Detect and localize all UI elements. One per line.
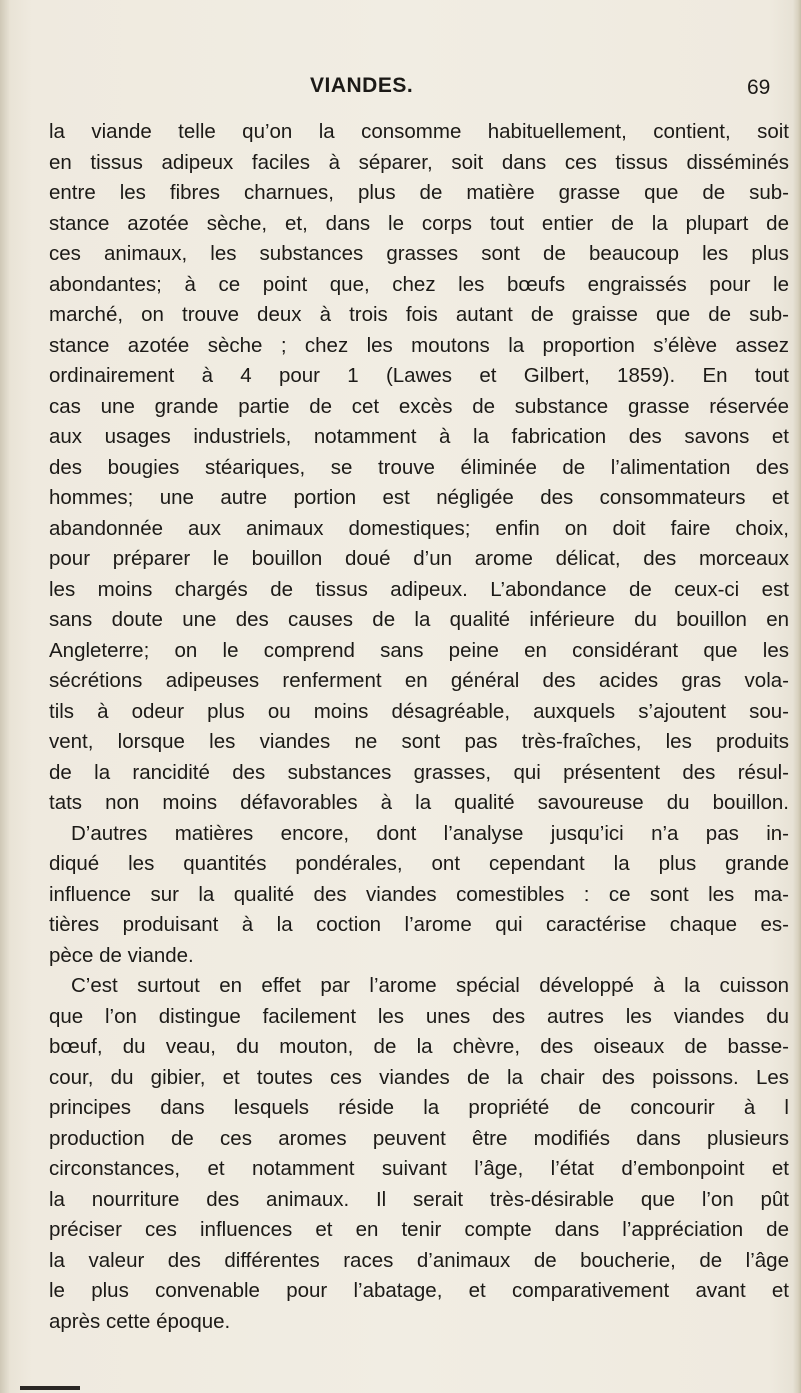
text-line: entre les fibres charnues, plus de matière grasse que de sub- [49, 181, 789, 204]
text-line: sans doute une des causes de la qualité inférieure du bouillon en [49, 608, 789, 631]
text-line: ordinairement à 4 pour 1 (Lawes et Gilbert, 1859). En tout [49, 364, 789, 387]
body-text [49, 117, 789, 1337]
text-line: abondantes; à ce point que, chez les bœufs engraissés pour le [49, 272, 789, 296]
text-line: stance azotée sèche, et, dans le corps tout entier de la plupart de [49, 211, 789, 235]
text-line: principes dans lesquels réside la propriété de concourir à l [49, 1096, 789, 1119]
page-edge-shadow [793, 0, 801, 1393]
running-title: VIANDES. [310, 74, 414, 97]
bottom-edge-mark [20, 1386, 80, 1390]
text-line: tières produisant à la coction l’arome qui caractérise chaque es- [49, 913, 789, 936]
text-line: préciser ces influences et en tenir compte dans l’appréciation de [49, 1218, 789, 1241]
text-line: influence sur la qualité des viandes comestibles : ce sont les ma- [49, 882, 789, 906]
text-line: bœuf, du veau, du mouton, de la chèvre, des oiseaux de basse- [49, 1035, 789, 1058]
text-line: abandonnée aux animaux domestiques; enfin on doit faire choix, [49, 516, 789, 540]
text-line: cas une grande partie de cet excès de substance grasse réservée [49, 394, 789, 418]
text-line: la viande telle qu’on la consomme habituellement, contient, soit [49, 120, 789, 143]
text-line: production de ces aromes peuvent être modifiés dans plusieurs [49, 1126, 789, 1150]
text-line: marché, on trouve deux à trois fois autant de graisse que de sub- [49, 303, 789, 326]
paragraph-last-line: après cette époque. [49, 1309, 231, 1333]
page-header [0, 74, 801, 104]
text-line: la nourriture des animaux. Il serait très-désirable que l’on pût [49, 1187, 789, 1211]
text-line: cour, du gibier, et toutes ces viandes de la chair des poissons. Les [49, 1065, 789, 1089]
page-number: 69 [747, 76, 771, 99]
text-line: que l’on distingue facilement les unes des autres les viandes du [49, 1004, 789, 1028]
text-line: les moins chargés de tissus adipeux. L’abondance de ceux-ci est [49, 577, 789, 601]
text-line: pour préparer le bouillon doué d’un arome délicat, des morceaux [49, 547, 789, 570]
text-line: aux usages industriels, notamment à la fabrication des savons et [49, 425, 789, 448]
text-line: tils à odeur plus ou moins désagréable, auxquels s’ajoutent sou- [49, 699, 789, 723]
text-line: de la rancidité des substances grasses, qui présentent des résul- [49, 760, 789, 784]
text-line: hommes; une autre portion est négligée des consommateurs et [49, 486, 789, 509]
text-line: ces animaux, les substances grasses sont de beaucoup les plus [49, 242, 789, 265]
text-line: circonstances, et notamment suivant l’âge, l’état d’embonpoint et [49, 1157, 789, 1180]
text-line: stance azotée sèche ; chez les moutons la proportion s’élève assez [49, 333, 789, 357]
paragraph-last-line: pèce de viande. [49, 943, 194, 967]
text-line: diqué les quantités pondérales, ont cependant la plus grande [49, 852, 789, 875]
text-line: des bougies stéariques, se trouve éliminée de l’alimentation des [49, 455, 789, 479]
text-line: la valeur des différentes races d’animaux de boucherie, de l’âge [49, 1248, 789, 1272]
paragraph-first-line: C’est surtout en effet par l’arome spécial développé à la cuisson [71, 974, 789, 997]
text-line: sécrétions adipeuses renferment en général des acides gras vola- [49, 669, 789, 692]
text-line: Angleterre; on le comprend sans peine en considérant que les [49, 638, 789, 662]
text-line: le plus convenable pour l’abatage, et comparativement avant et [49, 1279, 789, 1302]
text-line: vent, lorsque les viandes ne sont pas très-fraîches, les produits [49, 730, 789, 753]
text-line: en tissus adipeux faciles à séparer, soit dans ces tissus disséminés [49, 150, 789, 174]
text-line: tats non moins défavorables à la qualité savoureuse du bouillon. [49, 791, 789, 814]
paragraph-first-line: D’autres matières encore, dont l’analyse jusqu’ici n’a pas in- [71, 821, 789, 845]
page-gutter-shadow [0, 0, 10, 1393]
